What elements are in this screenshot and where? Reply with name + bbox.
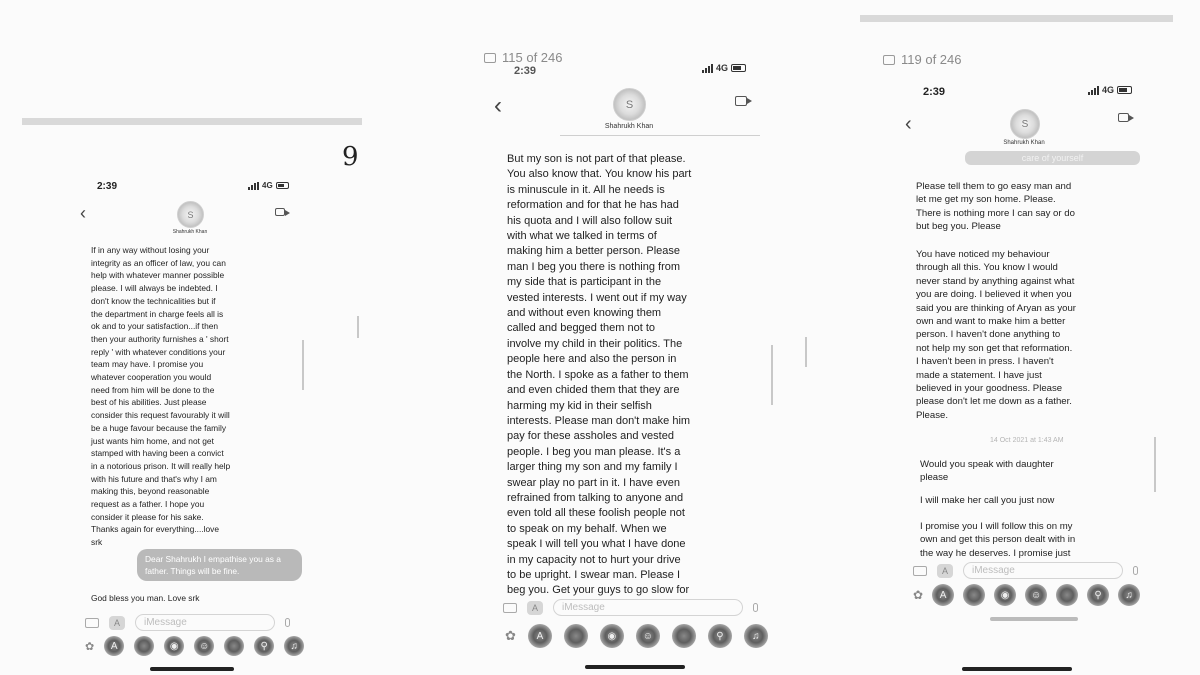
microphone-icon[interactable] [1133,566,1138,575]
camera-icon[interactable] [503,603,517,613]
video-call-icon[interactable] [1118,113,1129,122]
contact-avatar[interactable]: S [613,88,646,121]
network-label: 4G [716,63,729,73]
status-time: 2:39 [514,65,537,77]
search-icon[interactable]: ⚲ [708,624,732,648]
incoming-message: I will make her call you just now [920,495,1055,506]
status-indicators [702,63,746,73]
scroll-indicator [357,316,359,338]
app-icon[interactable] [224,636,244,656]
search-icon[interactable]: ⚲ [1087,584,1109,606]
top-divider-right [860,15,1173,22]
app-icon[interactable] [1056,584,1078,606]
app-store-icon[interactable]: A [109,616,125,630]
page-counter: 119 of 246 [883,52,961,67]
app-icon[interactable] [963,584,985,606]
back-chevron-icon[interactable]: ‹ [905,113,912,135]
video-call-icon[interactable] [735,96,747,106]
app-drawer [913,584,1140,606]
app-store-icon[interactable]: A [527,601,543,615]
memoji-icon[interactable]: ☺ [636,624,660,648]
battery-icon [1117,86,1132,94]
photos-icon[interactable]: ✿ [505,628,516,643]
photos-icon[interactable]: ✿ [85,640,95,653]
bookmark-icon [484,53,496,63]
network-label: 4G [262,181,273,190]
bookmark-icon [883,55,895,65]
app-icon[interactable] [564,624,588,648]
search-icon[interactable]: ⚲ [254,636,274,656]
camera-icon[interactable] [913,566,927,576]
photos-icon[interactable]: ✿ [913,588,924,602]
incoming-message: You have noticed my behaviour through all this. You know I would never stand by anything against what you are doing. I believed it when you said you are thinking of Aryan as your own and want to make him a better person. I haven't done anything to not help my son get that reformation. I haven't been in press. I haven't made a statement. I have just believed in your goodness. Please please don't let me down as a father. Please. [916,249,1076,421]
home-indicator [585,665,685,669]
music-icon[interactable]: ♫ [1118,584,1140,606]
contact-name: Shahrukh Khan [604,123,654,130]
music-icon[interactable]: ♫ [744,624,768,648]
network-label: 4G [1102,85,1115,95]
scroll-indicator [771,345,773,405]
scroll-indicator [1154,437,1156,492]
signal-icon [248,182,259,190]
contact-name: Shahrukh Khan [1003,140,1045,146]
message-input-bar [85,614,290,631]
app-icon[interactable]: ◉ [600,624,624,648]
contact-name: Shahrukh Khan [172,229,208,235]
microphone-icon[interactable] [285,618,290,627]
scroll-indicator [302,340,304,390]
store-app-icon[interactable]: A [932,584,954,606]
message-input[interactable]: iMessage [553,599,743,616]
home-indicator [962,667,1072,671]
home-indicator [150,667,234,671]
status-indicators [248,181,289,190]
status-time: 2:39 [923,86,946,98]
message-input[interactable]: iMessage [135,614,275,631]
status-time: 2:39 [97,181,118,192]
sent-message-bubble: care of yourself [965,151,1140,165]
signal-icon [702,64,713,73]
sent-message-bubble: Dear Shahrukh I empathise you as a father. Things will be fine. [137,549,302,581]
app-store-icon[interactable]: A [937,564,953,578]
page-mark: 9 [342,142,359,172]
home-indicator [990,617,1078,621]
app-drawer [85,636,304,656]
app-icon[interactable]: ◉ [164,636,184,656]
battery-icon [276,182,289,189]
video-call-icon[interactable] [275,208,285,216]
message-clip [920,520,1125,559]
contact-avatar[interactable]: S [177,201,204,228]
message-input-bar [503,599,758,616]
contact-avatar[interactable]: S [1010,109,1040,139]
memoji-icon[interactable]: ☺ [1025,584,1047,606]
incoming-message: Please tell them to go easy man and let me get my son home. Please. There is nothing more I can say or do but beg you. Please [916,181,1075,233]
app-drawer [505,624,768,648]
incoming-message: If in any way without losing your integrity as an officer of law, you can help with whatever manner possible please. I will always be indebted. I don't know the technicalities but if the department in charge feels all is ok and to your satisfaction...if then then your authority furnishes a ' short reply ' with whatever conditions your team may have. I promise you whatever cooperation you would need from him will be done to the best of his abilities. Just please consider this request favourably it will be a huge favour because the family just wants him home, and not get stamped with having been a convict in a notorious prison. It will really help with his future and that's why I am making this, beyond reasonable request as a father. I hope you consider it please for his sake. Thanks again for everything....love srk [91,245,231,548]
app-icon[interactable] [672,624,696,648]
back-chevron-icon[interactable]: ‹ [80,203,86,223]
scroll-indicator [805,337,807,367]
page-counter: 115 of 246 [484,50,562,65]
incoming-message-last: God bless you man. Love srk [91,593,200,603]
microphone-icon[interactable] [753,603,758,612]
app-icon[interactable] [134,636,154,656]
message-timestamp: 14 Oct 2021 at 1:43 AM [990,437,1064,444]
camera-icon[interactable] [85,618,99,628]
memoji-icon[interactable]: ☺ [194,636,214,656]
message-input-bar [913,562,1138,579]
back-chevron-icon[interactable]: ‹ [494,92,502,119]
signal-icon [1088,86,1099,95]
message-input[interactable]: iMessage [963,562,1123,579]
incoming-message: Would you speak with daughter please [920,459,1054,484]
music-icon[interactable]: ♫ [284,636,304,656]
header-divider [560,135,760,136]
top-divider-left [22,118,362,125]
status-indicators [1088,85,1132,95]
store-app-icon[interactable]: A [528,624,552,648]
incoming-message: I promise you I will follow this on my own and get this person dealt with in the way he deserves. I promise just [920,521,1076,559]
store-app-icon[interactable]: A [104,636,124,656]
incoming-message: But my son is not part of that please. You also know that. You know his part is minuscule in it. All he needs is reformation and for that he has had his quota and I will also follow suit with what we talked in terms of making him a better person. Please man I beg you there is nothing from my side that is participant in the vested interests. I went out if my way and without even knowing them called and begged them not to involve my child in their politics. The people here and also the person in the North. I spoke as a father to them and even chided them that they are harming my kid in their selfish interests. Please man don't make him pay for these assholes and vested people. I beg you man please. It's a larger thing my son and my family I swear play no part in it. I have even refrained from talking to anyone and even told all these foolish people not to speak on my behalf. When we speak I will tell you what I have done in my capacity not to hurt your drive to be upright. I swear man. Please I beg you. Get your guys to go slow for [507,153,692,597]
app-icon[interactable]: ◉ [994,584,1016,606]
battery-icon [731,64,746,72]
